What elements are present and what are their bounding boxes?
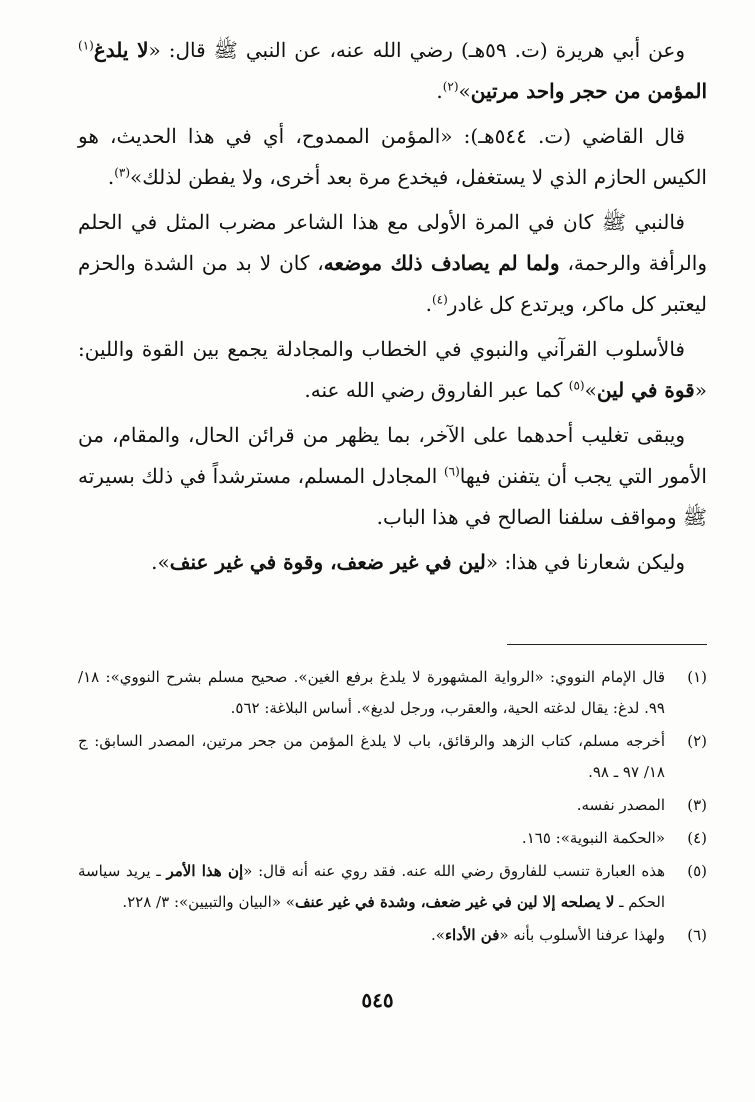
footnote bbox=[78, 790, 707, 821]
footnote-text: ولهذا عرفنا الأسلوب بأنه «فن الأداء». bbox=[431, 926, 665, 944]
footnote-ref: (١) bbox=[78, 38, 94, 53]
bold-text: ولما لم يصادف ذلك موضعه bbox=[323, 251, 560, 275]
paragraph: وليكن شعارنا في هذا: «لين في غير ضعف، وقوة في غير عنف». bbox=[151, 550, 685, 574]
bold-text: لا يلدغ bbox=[93, 38, 149, 62]
footnote-number: (٢) bbox=[687, 732, 707, 750]
footnote-number: (٦) bbox=[687, 926, 707, 944]
footnote bbox=[78, 823, 707, 854]
footnotes bbox=[78, 662, 707, 953]
footnote-ref: (٤) bbox=[431, 292, 448, 307]
footnote-text: المصدر نفسه. bbox=[576, 796, 665, 814]
footnote bbox=[78, 726, 707, 788]
paragraph: فالأسلوب القرآني والنبوي في الخطاب والمجادلة يجمع بين القوة واللين: «قوة في لين»$^{(٥)}$ كما عبر الفاروق رضي الله عنه. bbox=[78, 337, 707, 402]
footnote bbox=[78, 856, 707, 918]
bold-text: لين في غير ضعف، وقوة في غير عنف bbox=[169, 550, 486, 574]
footnote-text: هذه العبارة تنسب للفاروق رضي الله عنه. فقد روي عنه أنه قال: «إن هذا الأمر ـ يريد سياسة الحكم ـ لا يصلحه إلا لين في غير ضعف، وشدة في غير عنف» «البيان والتبيين»: ٣/ ٢٢٨. bbox=[78, 862, 665, 911]
footnote-ref: (٦) bbox=[443, 464, 460, 479]
footnote-number: (٣) bbox=[687, 796, 707, 814]
paragraph: ويبقى تغليب أحدهما على الآخر، بما يظهر من قرائن الحال، والمقام، من الأمور التي يجب أن يتفنن فيها$^{(٦)}$ المجادل المسلم، مسترشداً في ذلك بسيرته ﷺ ومواقف سلفنا الصالح في هذا الباب. bbox=[78, 423, 707, 529]
paragraph: قال القاضي (ت. ٥٤٤هـ): «المؤمن الممدوح، أي في هذا الحديث، هو الكيس الحازم الذي لا يستغفل، فيخدع مرة بعد أخرى، ولا يفطن لذلك»$^{(٣)}$. bbox=[78, 124, 707, 189]
footnote-number: (٥) bbox=[687, 862, 707, 880]
main-text bbox=[78, 30, 707, 583]
bold-text: المؤمن من حجر واحد مرتين bbox=[470, 79, 707, 103]
footnote-text: أخرجه مسلم، كتاب الزهد والرقائق، باب لا يلدغ المؤمن من جحر مرتين، المصدر السابق: ج ١٨/ ٩٧ ـ ٩٨. bbox=[78, 732, 665, 781]
bold-text: لا يصلحه إلا لين في غير ضعف، وشدة في غير عنف bbox=[294, 893, 615, 911]
page bbox=[78, 30, 707, 1102]
bold-text: إن هذا الأمر bbox=[166, 862, 244, 880]
footnote-divider bbox=[507, 644, 707, 645]
page-number: ٥٤٥ bbox=[361, 988, 394, 1012]
footnote-number: (٤) bbox=[687, 829, 707, 847]
footnote-text: «الحكمة النبوية»: ١٦٥. bbox=[521, 829, 665, 847]
footnote-text: قال الإمام النووي: «الرواية المشهورة لا يلدغ برفع الغين». صحيح مسلم بشرح النووي»: ١٨/ ٩٩. لدغ: يقال لدغته الحية، والعقرب، ورجل لديغ». أساس البلاغة: ٥٦٢. bbox=[78, 668, 666, 717]
bold-text: قوة في لين bbox=[596, 378, 695, 402]
paragraph: وعن أبي هريرة (ت. ٥٩هـ) رضي الله عنه، عن النبي ﷺ قال: «لا يلدغ$^{(١)}$ المؤمن من حجر واحد مرتين»$^{(٢)}$. bbox=[78, 38, 707, 103]
footnote-ref: (٣) bbox=[114, 165, 131, 180]
bold-text: فن الأداء bbox=[444, 926, 500, 944]
footnote bbox=[78, 920, 707, 951]
footnote-number: (١) bbox=[687, 668, 707, 686]
footnote bbox=[78, 662, 707, 724]
footnote-ref: (٥) bbox=[568, 378, 585, 393]
footnote-ref: (٢) bbox=[442, 79, 459, 94]
paragraph: فالنبي ﷺ كان في المرة الأولى مع هذا الشاعر مضرب المثل في الحلم والرأفة والرحمة، ولما لم يصادف ذلك موضعه، كان لا بد من الشدة والحزم ليعتبر كل ماكر، ويرتدع كل غادر$^{(٤)}$. bbox=[78, 210, 707, 316]
